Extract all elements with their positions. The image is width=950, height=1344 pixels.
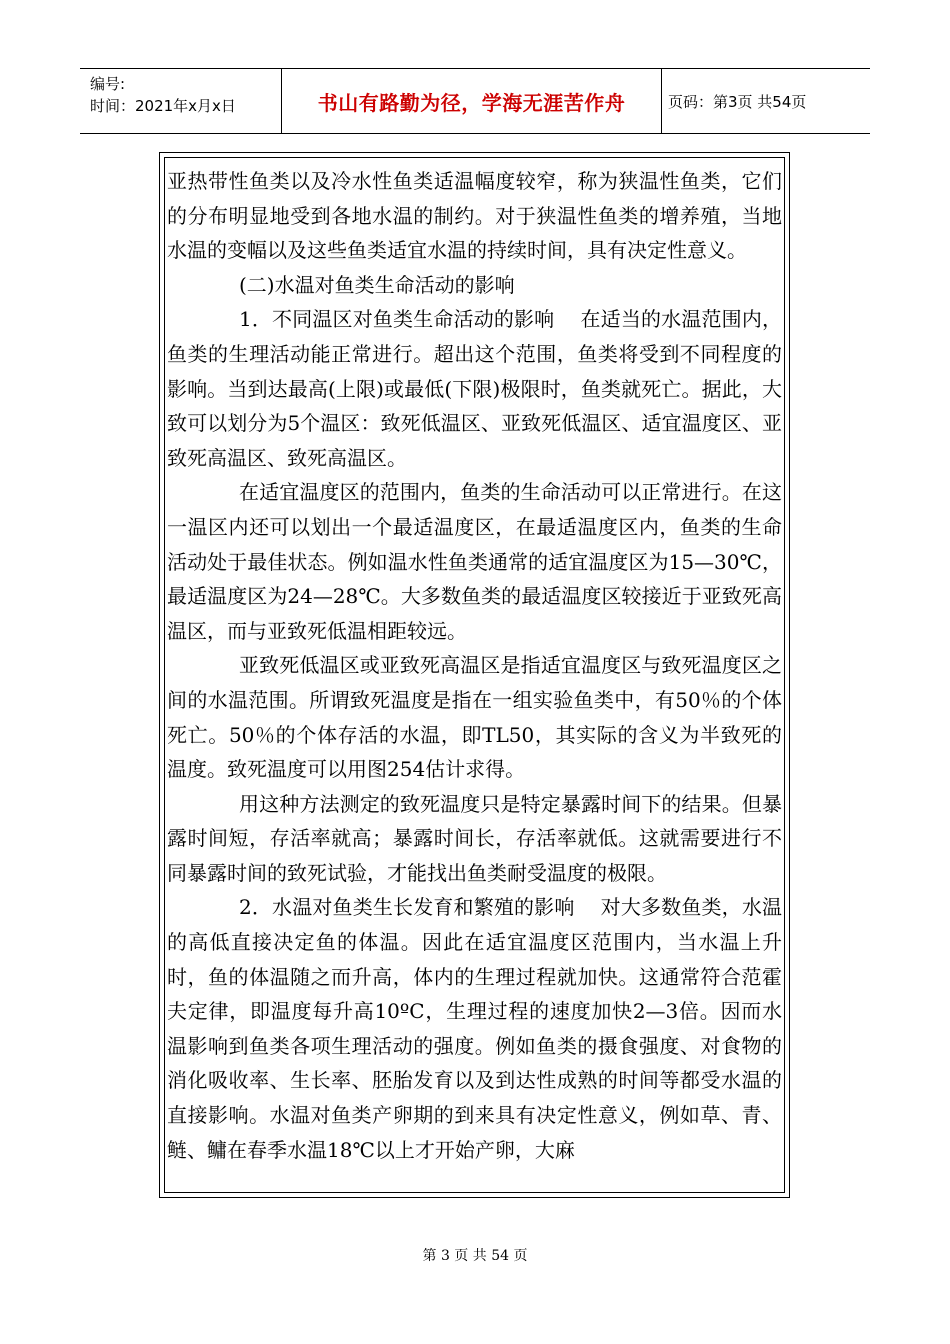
subsection-heading-1: 1．不同温区对鱼类生命活动的影响 bbox=[239, 307, 555, 332]
document-body bbox=[165, 158, 784, 1167]
content-frame bbox=[159, 152, 790, 1198]
serial-number-label: 编号: bbox=[90, 75, 126, 93]
paragraph-temperature-zones bbox=[167, 302, 782, 475]
paragraph-growth-reproduction bbox=[167, 890, 782, 1167]
paragraph-text: 对大多数鱼类，水温的高低直接决定鱼的体温。因此在适宜温度区范围内，当水温上升时，鱼的体温随之而升高，体内的生理过程就加快。这通常符合范霍夫定律，即温度每升高10ºC，生理过程的速度加快2—3倍。因而水温影响到鱼类各项生理活动的强度。例如鱼类的摄食强度、对食物的消化吸收率、生长率、胚胎发育以及到达性成熟的时间等都受水温的直接影响。水温对鱼类产卵期的到来具有决定性意义，例如草、青、鲢、鳙在春季水温18℃以上才开始产卵，大麻 bbox=[167, 895, 782, 1162]
section-heading: (二)水温对鱼类生命活动的影响 bbox=[239, 272, 515, 297]
time-label: 时间：2021年x月x日 bbox=[90, 97, 236, 115]
header-motto: 书山有路勤为径，学海无涯苦作舟 bbox=[282, 69, 662, 133]
header-meta bbox=[80, 69, 282, 133]
subsection-heading-2: 2．水温对鱼类生长发育和繁殖的影响 bbox=[239, 895, 575, 920]
paragraph-continuation: 亚热带性鱼类以及冷水性鱼类适温幅度较窄，称为狭温性鱼类，它们的分布明显地受到各地水温的制约。对于狭温性鱼类的增养殖，当地水温的变幅以及这些鱼类适宜水温的持续时间，具有决定性意义。 bbox=[167, 169, 782, 263]
page-footer: 第 3 页 共 54 页 bbox=[422, 1248, 528, 1264]
paragraph-exposure-time: 用这种方法测定的致死温度只是特定暴露时间下的结果。但暴露时间短，存活率就高；暴露时间长，存活率就低。这就需要进行不同暴露时间的致死试验，才能找出鱼类耐受温度的极限。 bbox=[167, 791, 782, 885]
header-page-number: 页码：第3页 共54页 bbox=[668, 92, 807, 111]
page-header bbox=[80, 68, 870, 134]
paragraph-lethal-temperature: 亚致死低温区或亚致死高温区是指适宜温度区与致死温度区之间的水温范围。所谓致死温度是指在一组实验鱼类中，有50％的个体死亡。50％的个体存活的水温，即TL50，其实际的含义为半致死的温度。致死温度可以用图254估计求得。 bbox=[167, 653, 782, 782]
content-frame-inner bbox=[164, 157, 785, 1193]
paragraph-text: 在适当的水温范围内，鱼类的生理活动能正常进行。超出这个范围，鱼类将受到不同程度的影响。当到达最高(上限)或最低(下限)极限时，鱼类就死亡。据此，大致可以划分为5个温区：致死低温区、亚致死低温区、适宜温度区、亚致死高温区、致死高温区。 bbox=[167, 307, 782, 470]
paragraph-optimal-zone: 在适宜温度区的范围内，鱼类的生命活动可以正常进行。在这一温区内还可以划出一个最适温度区，在最适温度区内，鱼类的生命活动处于最佳状态。例如温水性鱼类通常的适宜温度区为15—30℃，最适温度区为24—28℃。大多数鱼类的最适温度区较接近于亚致死高温区，而与亚致死低温相距较远。 bbox=[167, 480, 782, 643]
